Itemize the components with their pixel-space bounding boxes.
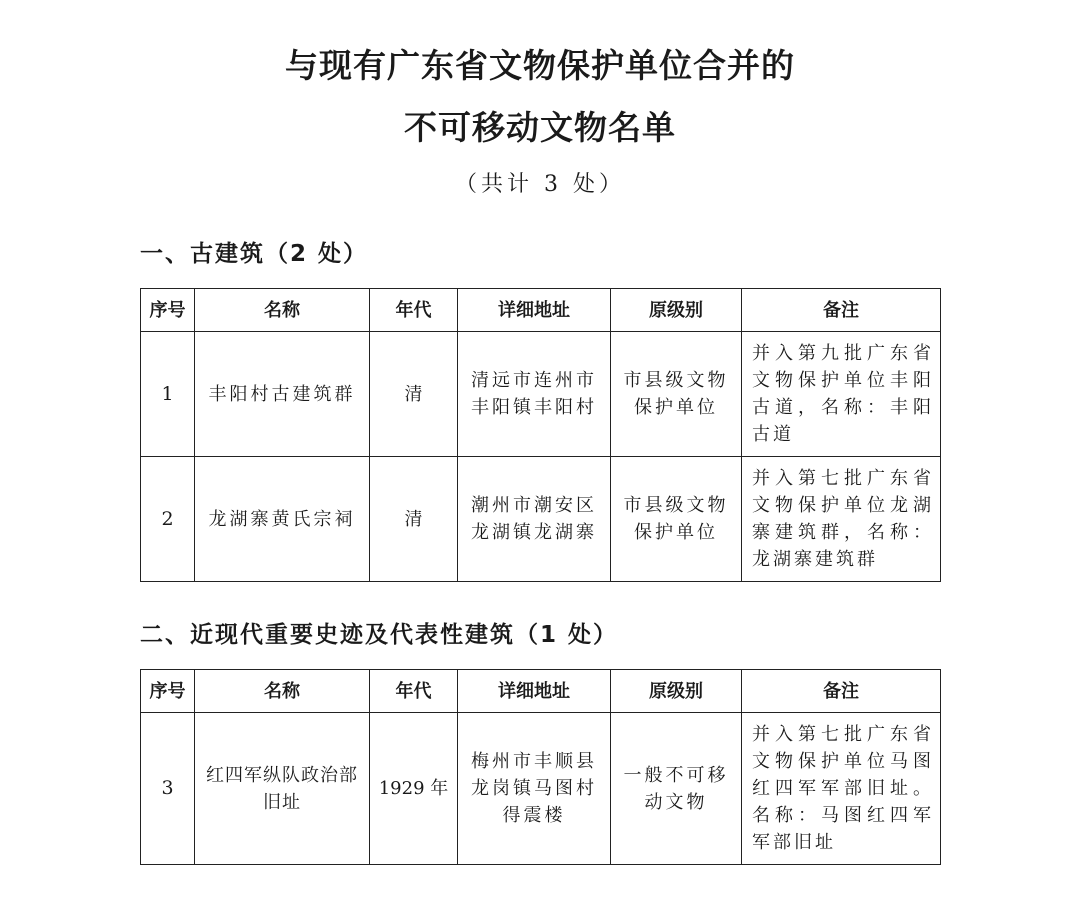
column-header-era: 年代 xyxy=(370,289,458,332)
column-header-remark: 备注 xyxy=(742,670,941,713)
row-level: 市县级文物保护单位 xyxy=(611,332,742,457)
row-era: 清 xyxy=(370,457,458,582)
document-title-line-1: 与现有广东省文物保护单位合并的 xyxy=(285,46,795,85)
row-era: 1929 年 xyxy=(370,713,458,865)
row-remark: 并入第七批广东省文物保护单位龙湖寨建筑群，名称：龙湖寨建筑群 xyxy=(742,457,941,582)
row-address: 梅州市丰顺县龙岗镇马图村得震楼 xyxy=(458,713,611,865)
row-address: 清远市连州市丰阳镇丰阳村 xyxy=(458,332,611,457)
column-header-remark: 备注 xyxy=(742,289,941,332)
column-header-name: 名称 xyxy=(195,289,370,332)
row-remark: 并入第七批广东省文物保护单位马图红四军军部旧址。名称：马图红四军军部旧址 xyxy=(742,713,941,865)
row-name: 丰阳村古建筑群 xyxy=(195,332,370,457)
row-level: 一般不可移动文物 xyxy=(611,713,742,865)
table-row xyxy=(141,332,941,457)
modern-sites-table xyxy=(140,669,941,865)
table-header-row xyxy=(141,670,941,713)
section-heading-modern-sites: 二、近现代重要史迹及代表性建筑（1 处） xyxy=(140,622,619,648)
row-no: 1 xyxy=(141,332,195,457)
table-row xyxy=(141,457,941,582)
row-level: 市县级文物保护单位 xyxy=(611,457,742,582)
row-name: 龙湖寨黄氏宗祠 xyxy=(195,457,370,582)
column-header-address: 详细地址 xyxy=(458,670,611,713)
column-header-address: 详细地址 xyxy=(458,289,611,332)
column-header-no: 序号 xyxy=(141,289,195,332)
column-header-era: 年代 xyxy=(370,670,458,713)
column-header-level: 原级别 xyxy=(611,289,742,332)
row-era: 清 xyxy=(370,332,458,457)
row-no: 3 xyxy=(141,713,195,865)
column-header-name: 名称 xyxy=(195,670,370,713)
document-title-line-2: 不可移动文物名单 xyxy=(404,108,676,147)
row-address: 潮州市潮安区龙湖镇龙湖寨 xyxy=(458,457,611,582)
row-name: 红四军纵队政治部旧址 xyxy=(195,713,370,865)
document-subtitle: （共计 3 处） xyxy=(455,172,625,197)
table-header-row xyxy=(141,289,941,332)
section-heading-ancient-buildings: 一、古建筑（2 处） xyxy=(140,241,369,267)
ancient-buildings-table xyxy=(140,288,941,582)
table-row xyxy=(141,713,941,865)
column-header-no: 序号 xyxy=(141,670,195,713)
row-no: 2 xyxy=(141,457,195,582)
row-remark: 并入第九批广东省文物保护单位丰阳古道，名称：丰阳古道 xyxy=(742,332,941,457)
column-header-level: 原级别 xyxy=(611,670,742,713)
